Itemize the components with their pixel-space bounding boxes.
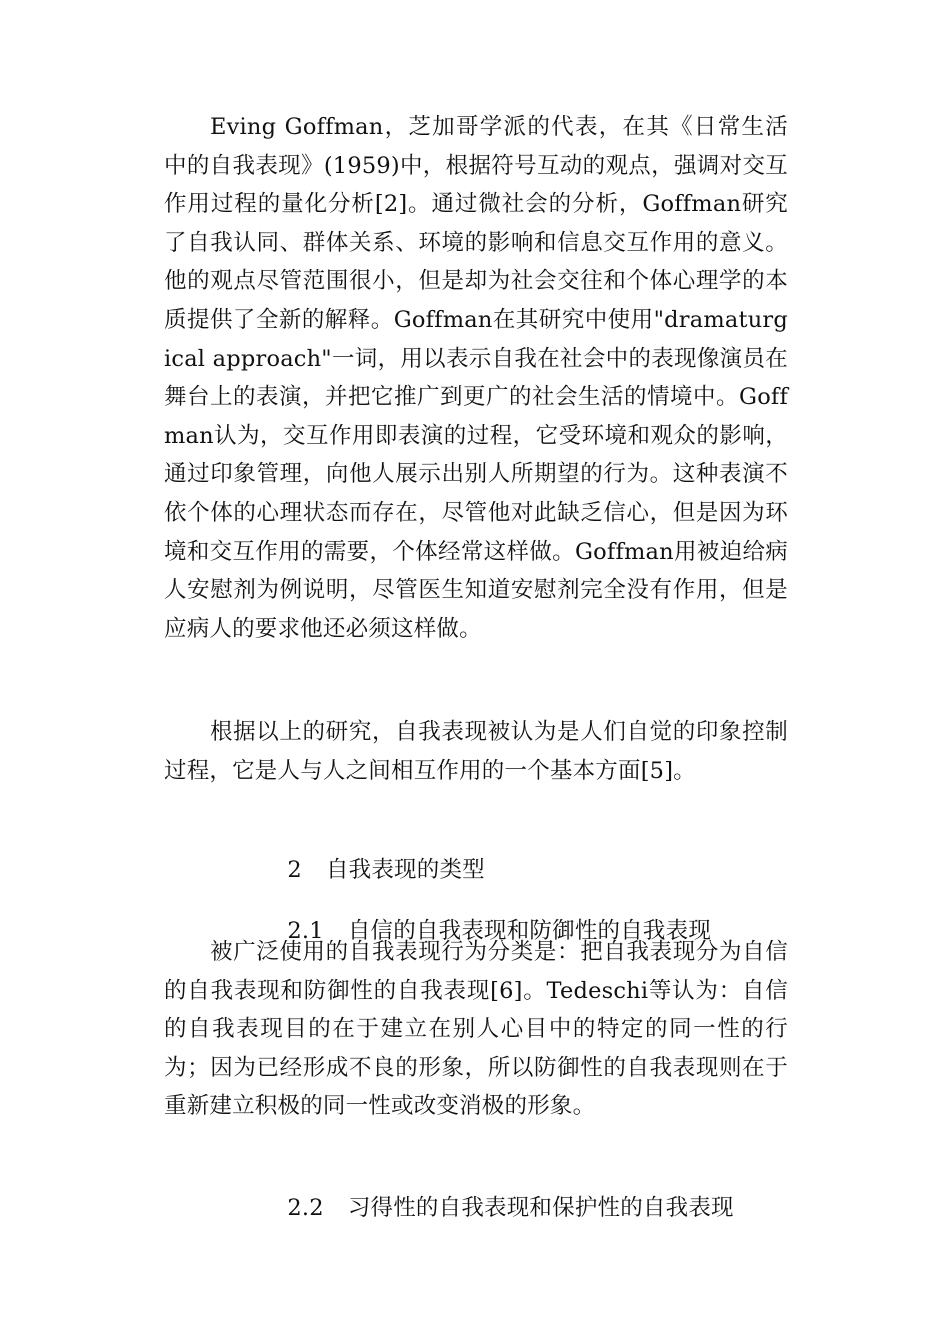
section-heading-2-2 (258, 1150, 734, 1266)
paragraph-classification: 被广泛使用的自我表现行为分类是：把自我表现分为自信的自我表现和防御性的自我表现[6]。Tedeschi等认为：自信的自我表现目的在于建立在别人心目中的特定的同一性的行为；因为已经形成不良的形象，所以防御性的自我表现则在于重新建立积极的同一性或改变消极的形象。 (164, 939, 788, 1120)
section-number: 2.2 (287, 1194, 324, 1221)
paragraph-summary: 根据以上的研究，自我表现被认为是人们自觉的印象控制过程，它是人与人之间相互作用的一个基本方面[5]。 (164, 719, 788, 784)
section-title: 自我表现的类型 (325, 856, 485, 883)
section-title: 自信的自我表现和防御性的自我表现 (347, 917, 712, 944)
section-title: 习得性的自我表现和保护性的自我表现 (347, 1194, 734, 1221)
section-number: 2 (287, 856, 302, 883)
paragraph-goffman: Eving Goffman，芝加哥学派的代表，在其《日常生活中的自我表现》(1959)中，根据符号互动的观点，强调对交互作用过程的量化分析[2]。通过微社会的分析，Goffman研究了自我认同、群体关系、环境的影响和信息交互作用的意义。他的观点尽管范围很小，但是却为社会交往和个体心理学的本质提供了全新的解释。Goffman在其研究中使用"dramaturgical approach"一词，用以表示自我在社会中的表现像演员在舞台上的表演，并把它推广到更广的社会生活的情境中。Goffman认为，交互作用即表演的过程，它受环境和观众的影响，通过印象管理，向他人展示出别人所期望的行为。这种表演不依个体的心理状态而存在，尽管他对此缺乏信心，但是因为环境和交互作用的需要，个体经常这样做。Goffman用被迫给病人安慰剂为例说明，尽管医生知道安慰剂完全没有作用，但是应病人的要求他还必须这样做。 (164, 114, 788, 642)
section-number: 2.1 (287, 917, 324, 944)
